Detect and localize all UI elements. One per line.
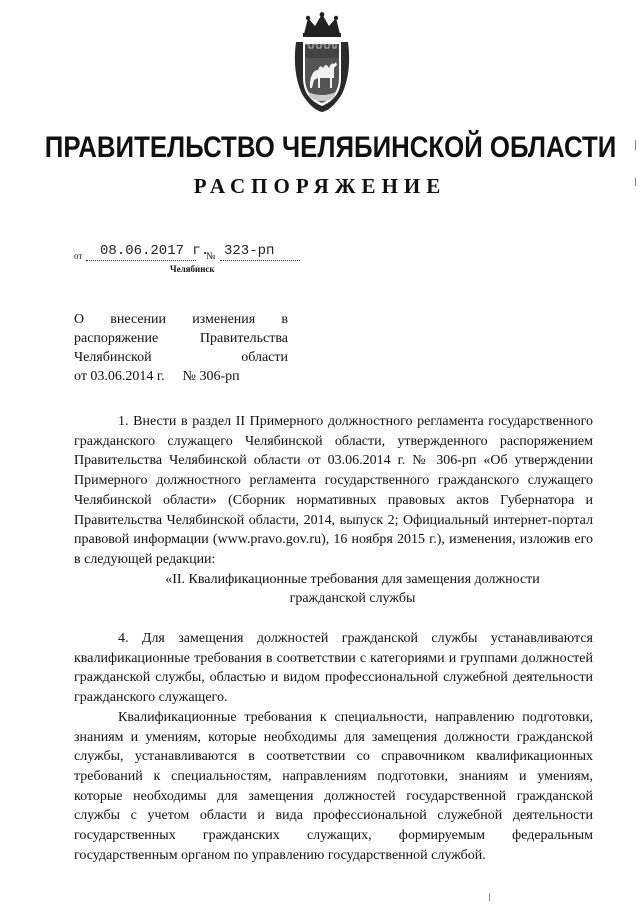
subject-word: О xyxy=(74,312,85,327)
subject-word: № 306-рп xyxy=(182,369,240,384)
paragraph-qualification: Квалификационные требования к специальности, направлению подготовки, знаниям и умениям, которые необходимы для замещения должности гражданской службы, устанавливаются в соответствии со справочником квалификационных требований к специальностям, направлениям подготовки, знаниям и умениям, которые необходимы для замещения должностей государственной гражданской службы с учетом области и вида профессиональной служебной деятельности государственных гражданских служащих, формируемым федеральным государственным органом по управлению государственной службой. xyxy=(74,709,593,863)
paragraph-1: 1. Внести в раздел II Примерного должностного регламента государственного гражданского служащего Челябинской области, утвержденного распоряжением Правительства Челябинской области от 03.06.2014 г. № 306-рп «Об утверждении Примерного должностного регламента государственного гражданского служащего Челябинской области» (Сборник нормативных правовых актов Губернатора и Правительства Челябинской области, 2014, выпуск 2; Официальный интернет-портал правовой информации (www.pravo.gov.ru), 16 ноября 2015 г.), изменения, изложив его в следующей редакции: xyxy=(74,414,593,567)
subject-word: в xyxy=(281,312,288,327)
document-date: 08.06.2017 г. xyxy=(100,243,210,259)
subject-line xyxy=(74,310,288,329)
subject-line xyxy=(74,367,288,386)
document-number: 323-рп xyxy=(224,243,275,259)
subject-word: Челябинской xyxy=(74,350,152,365)
document-body xyxy=(74,412,593,865)
subject-block xyxy=(74,310,288,386)
date-number-line xyxy=(74,243,304,263)
section-title-line-2: гражданской службы xyxy=(289,591,416,607)
date-prefix-label: от xyxy=(74,251,83,261)
subject-word: от 03.06.2014 г. xyxy=(74,369,165,384)
scan-edge-mark xyxy=(489,893,490,901)
subject-word: области xyxy=(241,350,288,365)
document-type-heading: РАСПОРЯЖЕНИЕ xyxy=(193,174,447,198)
subject-line xyxy=(74,348,288,367)
section-title-line-1: «II. Квалификационные требования для замещения должности xyxy=(165,571,540,587)
subject-word: изменения xyxy=(192,312,256,327)
government-title: ПРАВИТЕЛЬСТВО ЧЕЛЯБИНСКОЙ ОБЛАСТИ xyxy=(44,131,617,164)
city-label: Челябинск xyxy=(170,264,215,274)
subject-word: внесении xyxy=(110,312,167,327)
coat-of-arms-emblem xyxy=(290,12,354,114)
number-prefix-label: № xyxy=(206,251,216,262)
number-underline xyxy=(220,260,300,261)
paragraph-4: 4. Для замещения должностей гражданской службы устанавливаются квалификационные требования в соответствии с категориями и группами должностей гражданской службы, областью и видом профессиональной служебной деятельности гражданского служащего. xyxy=(74,631,593,706)
scan-edge-mark xyxy=(635,178,636,186)
subject-word: Правительства xyxy=(199,331,288,346)
date-underline xyxy=(86,260,196,261)
subject-word: распоряжение xyxy=(74,331,159,346)
subject-line xyxy=(74,329,288,348)
scan-edge-mark xyxy=(635,140,636,150)
